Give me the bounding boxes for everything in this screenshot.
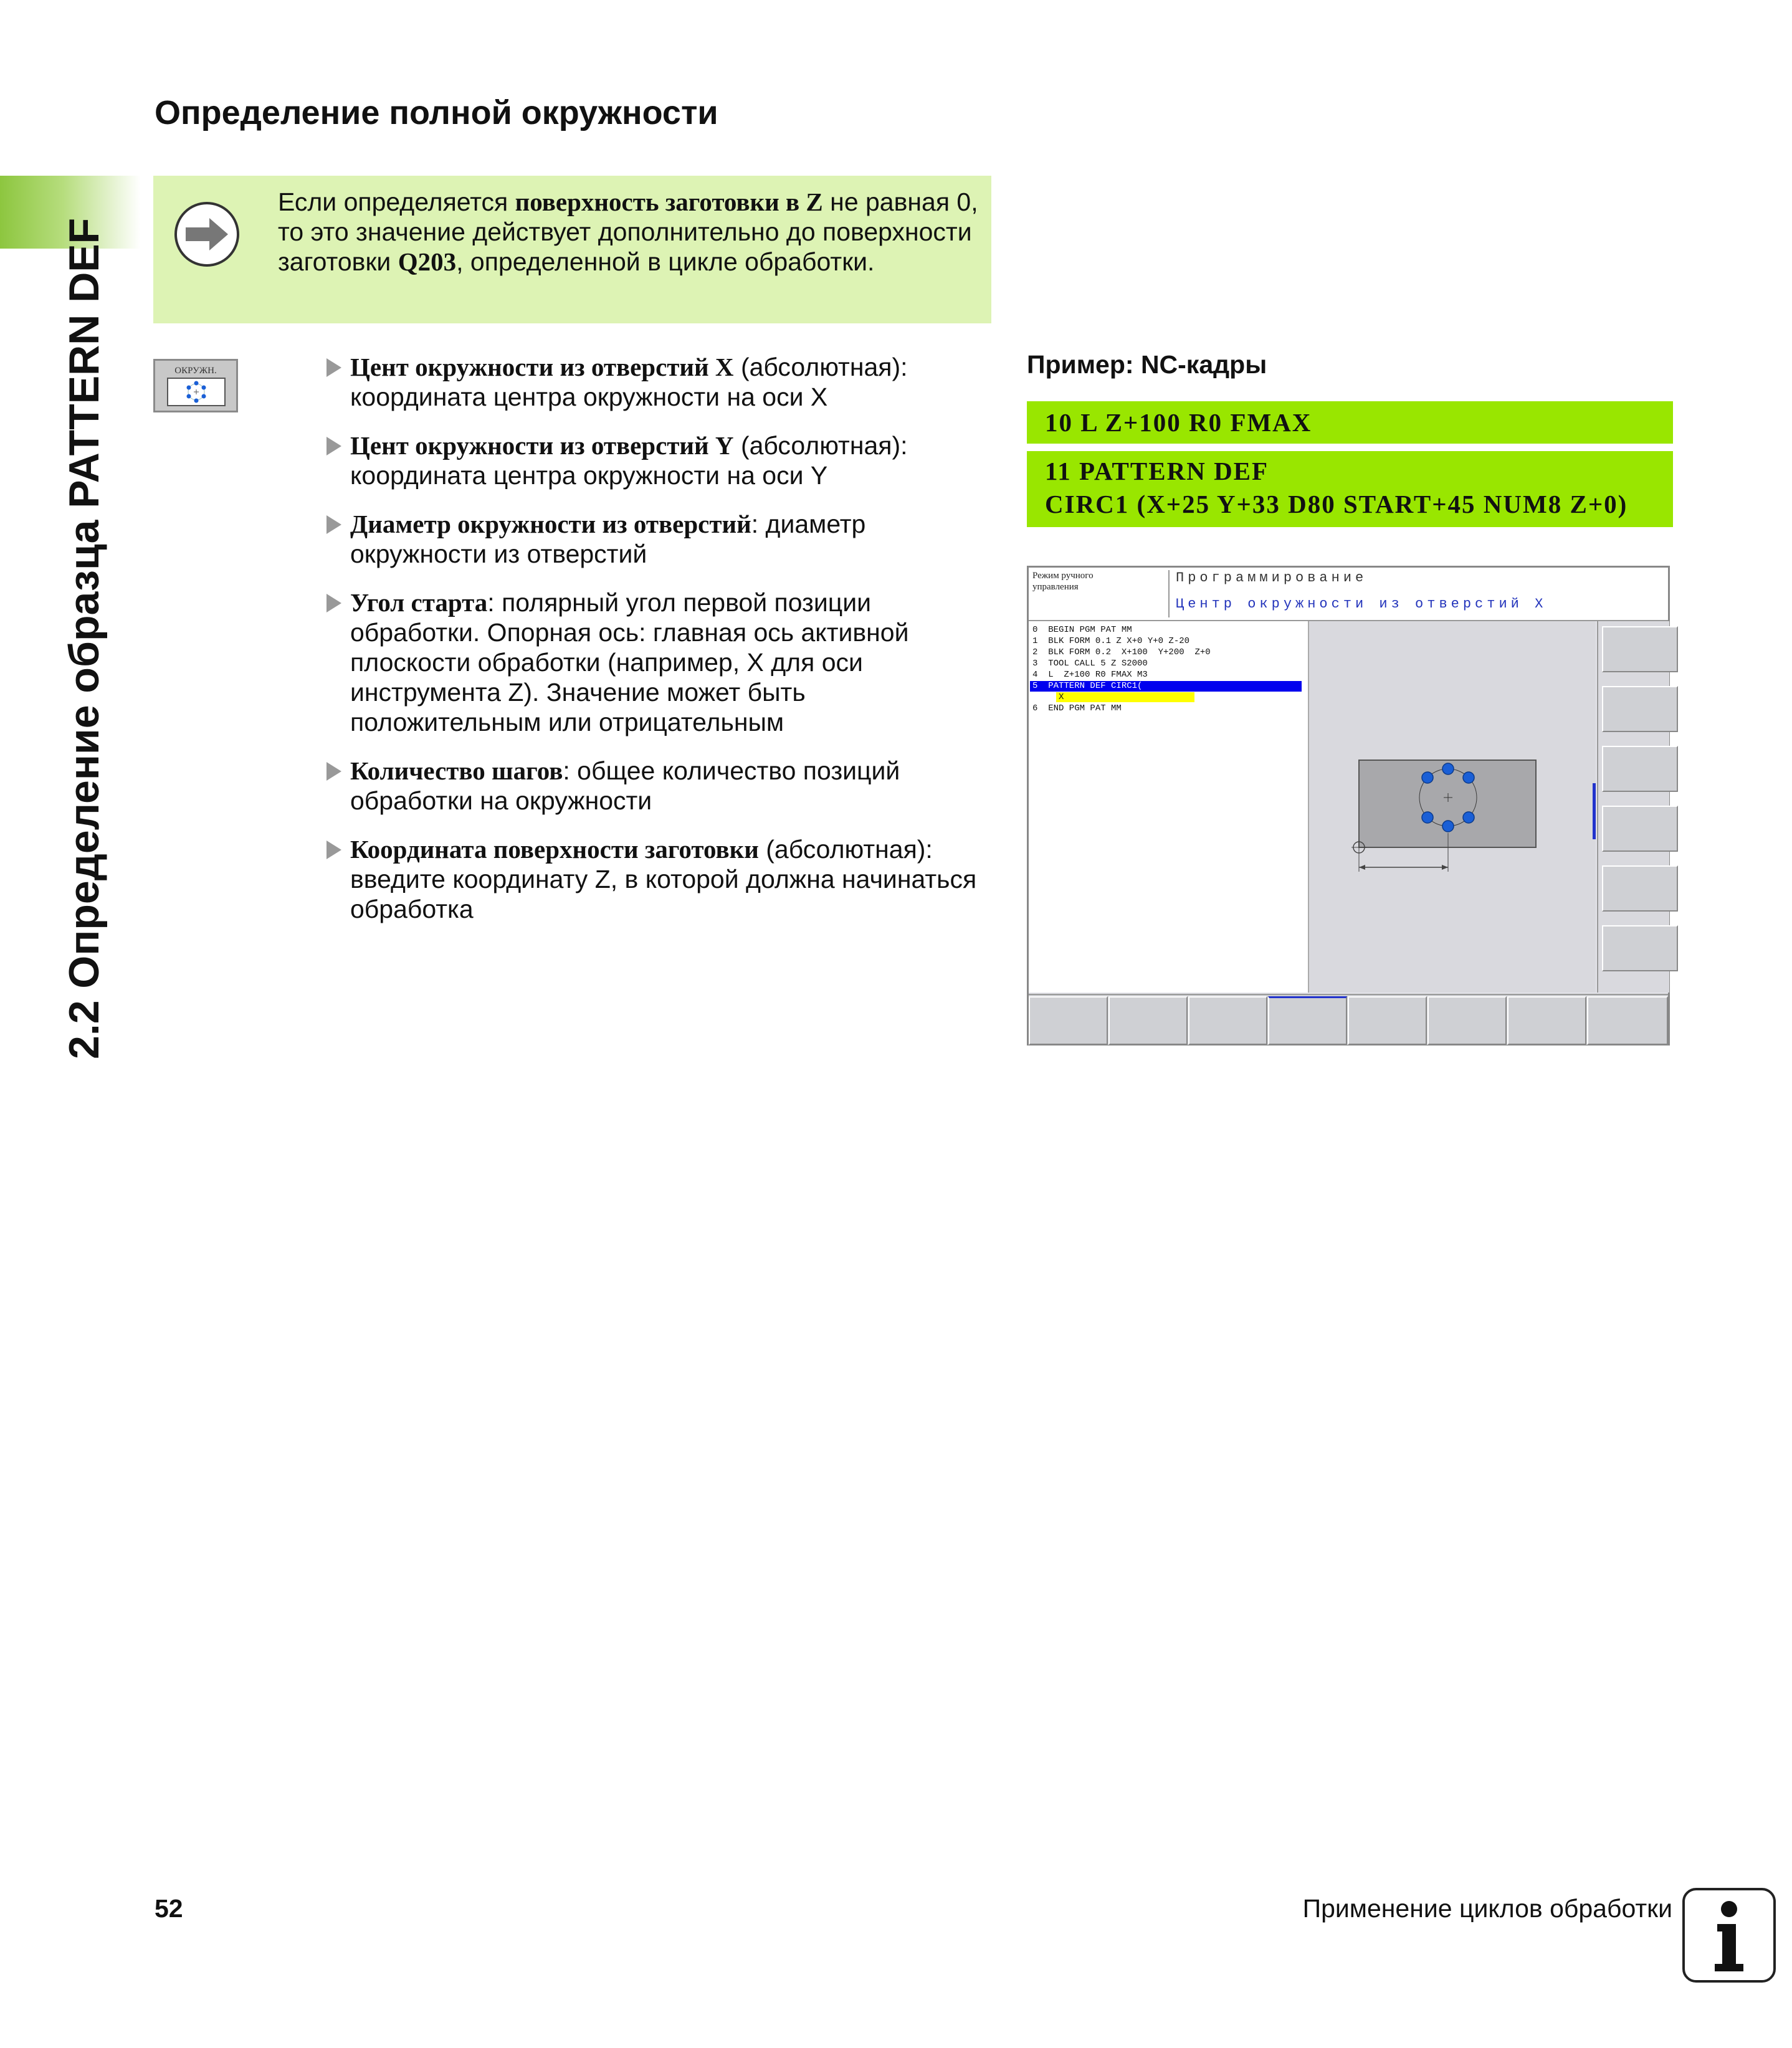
example-heading: Пример: NC-кадры (1027, 350, 1267, 379)
dialog-prompt: Центр окружности из отверстий X (1176, 596, 1547, 612)
tnc-header (1029, 568, 1668, 621)
bullet-triangle-icon (326, 437, 341, 455)
parameter-item: Цент окружности из отверстий Y (абсолютная): координата центра окружности на оси Y (324, 431, 997, 490)
softkey-label: ОКРУЖН. (174, 366, 217, 376)
bullet-triangle-icon (326, 358, 341, 377)
circle-pattern-icon (166, 377, 226, 407)
parameter-list (324, 352, 997, 943)
horizontal-softkey[interactable] (1507, 996, 1586, 1045)
tnc-screenshot (1027, 566, 1670, 1045)
program-line: 3 TOOL CALL 5 Z S2000 (1032, 659, 1148, 669)
vertical-softkey[interactable] (1602, 865, 1678, 912)
nc-block: 10 L Z+100 R0 FMAX (1027, 401, 1673, 444)
horizontal-softkey[interactable] (1427, 996, 1507, 1045)
program-line: 2 BLK FORM 0.2 X+100 Y+200 Z+0 (1032, 647, 1211, 657)
nc-block: 11 PATTERN DEF CIRC1 (X+25 Y+33 D80 START+45 NUM8 Z+0) (1027, 451, 1673, 527)
program-line: X (1032, 692, 1064, 702)
bullet-triangle-icon (326, 594, 341, 612)
parameter-item: Координата поверхности заготовки (абсолютная): введите координату Z, в которой должна начинаться обработка (324, 834, 997, 924)
horizontal-softkey[interactable] (1108, 996, 1188, 1045)
horizontal-softkey[interactable] (1268, 996, 1347, 1045)
arrow-right-icon (173, 201, 241, 268)
parameter-item: Диаметр окружности из отверстий: диаметр окружности из отверстий (324, 509, 997, 569)
circle-pattern-softkey[interactable] (153, 359, 238, 412)
chapter-side-title: 2.2 Определение образца PATTERN DEF (60, 217, 108, 1059)
section-title: Определение полной окружности (155, 94, 718, 131)
horizontal-softkey[interactable] (1587, 996, 1668, 1045)
program-line: 0 BEGIN PGM PAT MM (1032, 625, 1132, 635)
vertical-softkey-bar (1597, 621, 1669, 993)
horizontal-softkey[interactable] (1188, 996, 1267, 1045)
program-line: 6 END PGM PAT MM (1032, 703, 1122, 713)
info-icon (1682, 1888, 1776, 1983)
horizontal-softkey[interactable] (1348, 996, 1427, 1045)
vertical-softkey[interactable] (1602, 626, 1678, 672)
vertical-softkey[interactable] (1602, 925, 1678, 971)
program-window (1029, 621, 1309, 993)
note-box (153, 176, 991, 323)
bullet-triangle-icon (326, 515, 341, 534)
bullet-triangle-icon (326, 841, 341, 859)
page-number: 52 (155, 1894, 183, 1923)
note-text: Если определяется поверхность заготовки в Z не равная 0, то это значение действует дополнительно до поверхности заготовки Q203, определенной в цикле обработки. (278, 188, 978, 276)
program-line: 4 L Z+100 R0 FMAX M3 (1032, 670, 1148, 680)
input-field[interactable] (1056, 692, 1194, 702)
programming-mode-title: Программирование (1176, 570, 1368, 586)
vertical-softkey[interactable] (1602, 806, 1678, 852)
horizontal-softkey-bar (1029, 994, 1668, 1045)
vertical-softkey[interactable] (1602, 686, 1678, 732)
program-line: 5 PATTERN DEF CIRC1( (1032, 681, 1143, 691)
horizontal-softkey[interactable] (1029, 996, 1108, 1045)
program-line: 1 BLK FORM 0.1 Z X+0 Y+0 Z-20 (1032, 636, 1190, 646)
vertical-softkey[interactable] (1602, 746, 1678, 792)
parameter-item: Цент окружности из отверстий X (абсолютная): координата центра окружности на оси X (324, 352, 997, 412)
bullet-triangle-icon (326, 762, 341, 781)
pattern-preview-graphic (1309, 621, 1596, 993)
footer-title: Применение циклов обработки (1302, 1894, 1672, 1923)
parameter-item: Угол старта: полярный угол первой позиции обработки. Опорная ось: главная ось активной плоскости обработки (например, X для оси инструмента Z). Значение может быть положительным или отрицательным (324, 588, 997, 737)
parameter-item: Количество шагов: общее количество позиций обработки на окружности (324, 756, 997, 816)
operating-mode: Режим ручного управления (1032, 570, 1170, 617)
